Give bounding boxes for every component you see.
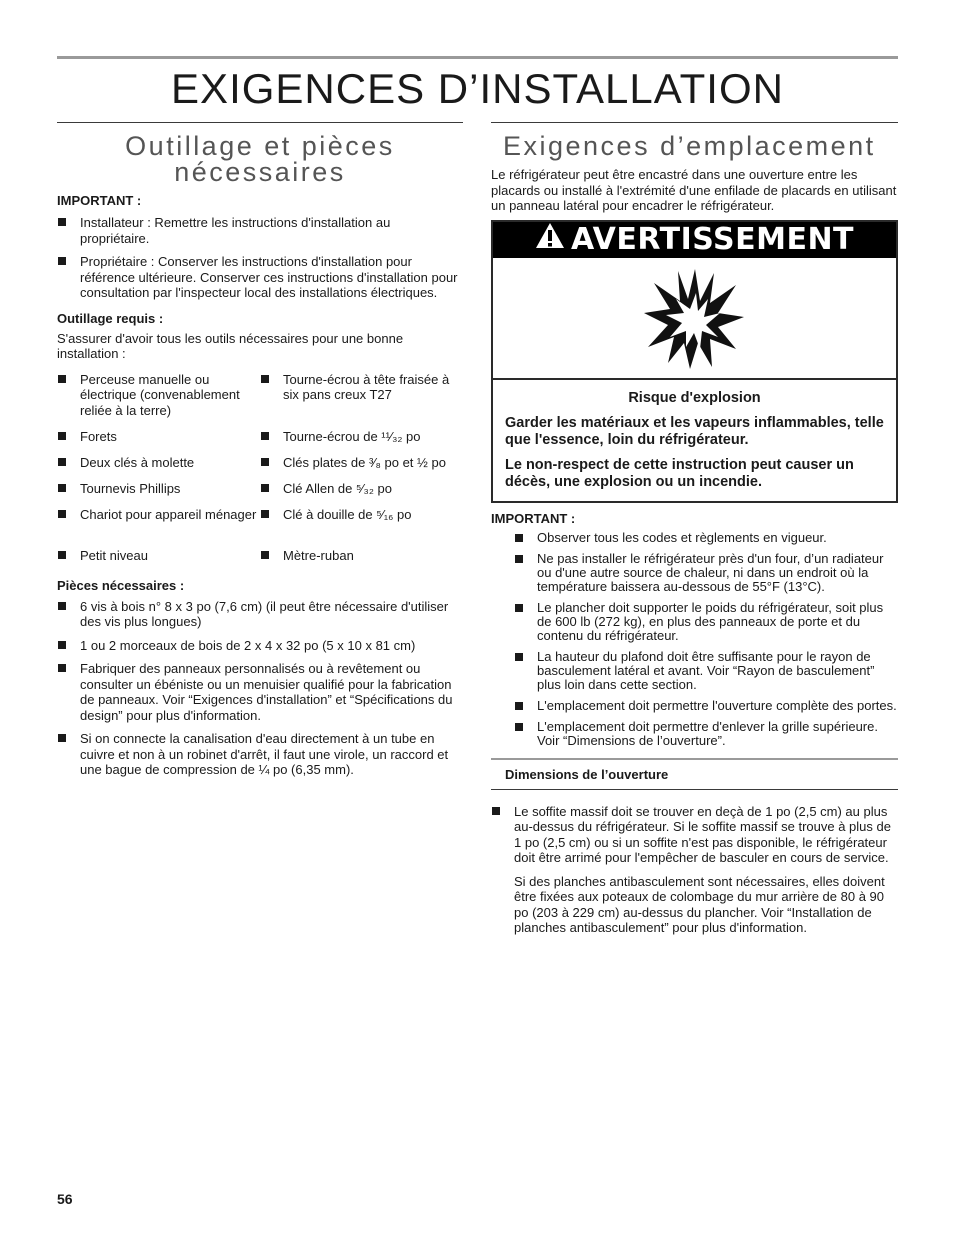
list-item — [57, 638, 463, 654]
tools-section-title — [57, 133, 463, 185]
tool-item-text: Forets — [80, 428, 117, 444]
warning-risk: Risque d'explosion — [628, 389, 761, 406]
tools-section-title-line1: Outillage et pièces — [125, 131, 395, 161]
tool-item — [260, 507, 463, 547]
square-bullet-icon — [515, 534, 523, 542]
tool-item — [260, 455, 463, 480]
list-item — [57, 254, 463, 301]
dimensions-heading: Dimensions de l’ouverture — [505, 766, 669, 782]
square-bullet-icon — [58, 734, 66, 742]
square-bullet-icon — [58, 375, 66, 383]
right-column-rule — [491, 122, 898, 123]
warning-triangle-icon — [535, 222, 565, 257]
warning-header — [493, 222, 896, 258]
list-item-text: Ne pas installer le réfrigérateur près d'un four, d’un radiateur ou d'une autre source de chaleur, ni dans un endroit où la température baissera au-dessous de 55°F (13°C). — [537, 550, 884, 594]
tool-item-text: Tournevis Phillips — [80, 480, 181, 496]
tool-item-text: Deux clés à molette — [80, 454, 195, 470]
square-bullet-icon — [58, 484, 66, 492]
list-item-text: Fabriquer des panneaux personnalisés ou à revêtement ou consulter un ébéniste ou un menuisier qualifié pour la fabrication de panneaux. Voir “Exigences d'installation” et “Spécifications du design” pour plus d'information. — [80, 661, 453, 723]
dimensions-rule-bottom — [491, 789, 898, 790]
warning-line-2: Le non-respect de cette instruction peut causer un décès, une explosion ou un incendie. — [505, 456, 854, 490]
square-bullet-icon — [58, 602, 66, 610]
square-bullet-icon — [58, 432, 66, 440]
list-item-text: Propriétaire : Conserver les instructions d'installation pour référence ultérieure. Conserver ces instructions d'installation pour consultation par l'inspecteur local des installations électriques. — [80, 254, 458, 300]
tool-item — [260, 548, 463, 573]
list-item-text: Observer tous les codes et règlements en vigueur. — [537, 529, 827, 545]
square-bullet-icon — [58, 218, 66, 226]
square-bullet-icon — [515, 723, 523, 731]
top-rule — [57, 56, 898, 59]
tool-item — [260, 429, 463, 454]
square-bullet-icon — [261, 551, 269, 559]
list-item-text: Installateur : Remettre les instructions d'installation au propriétaire. — [80, 215, 391, 246]
tool-item-text: Mètre-ruban — [283, 547, 354, 563]
page-title: EXIGENCES D’INSTALLATION — [171, 65, 784, 112]
tool-item-text: Chariot pour appareil ménager — [80, 506, 257, 522]
square-bullet-icon — [515, 604, 523, 612]
location-important-list — [491, 531, 898, 748]
list-item-text: L'emplacement doit permettre l'ouverture complète des portes. — [537, 697, 897, 713]
list-item — [514, 531, 898, 545]
tools-list — [57, 372, 463, 574]
list-item-text: Si on connecte la canalisation d'eau directement à un tube en cuivre et non à un robinet d'arrêt, il faut une virole, un raccord et une bague de compression de ¼ po (6,35 mm). — [80, 731, 449, 777]
tools-label: Outillage requis : — [57, 310, 164, 326]
list-item-text: Le plancher doit supporter le poids du réfrigérateur, soit plus de 600 lb (272 kg), en plus des panneaux de porte et du contenu du réfrigérateur. — [537, 599, 884, 643]
tool-item-text: Tourne-écrou à tête fraisée à six pans creux T27 — [283, 371, 450, 402]
left-column-rule — [57, 122, 463, 123]
warning-line-1: Garder les matériaux et les vapeurs inflammables, telle que l'essence, loin du réfrigérateur. — [505, 414, 884, 448]
important-label: IMPORTANT : — [57, 193, 142, 208]
location-section-title: Exigences d’emplacement — [503, 131, 876, 161]
square-bullet-icon — [492, 807, 500, 815]
square-bullet-icon — [515, 555, 523, 563]
square-bullet-icon — [261, 458, 269, 466]
parts-list — [57, 599, 463, 778]
square-bullet-icon — [58, 257, 66, 265]
tool-item — [57, 548, 260, 573]
tools-section-title-line2: nécessaires — [174, 157, 346, 187]
important-label: IMPORTANT : — [491, 510, 576, 526]
location-intro: Le réfrigérateur peut être encastré dans une ouverture entre les placards ou installé à l'extrémité d'une enfilade de placards en utilisant un panneau latéral pour encadrer le réfrigérateur. — [491, 167, 897, 213]
parts-label: Pièces nécessaires : — [57, 577, 185, 593]
tool-item — [57, 507, 260, 547]
tool-item-text: Petit niveau — [80, 547, 148, 563]
tool-item — [57, 429, 260, 454]
dimensions-list — [491, 804, 898, 866]
tool-item — [260, 481, 463, 506]
list-item-text: 6 vis à bois n° 8 x 3 po (7,6 cm) (il peut être nécessaire d'utiliser des vis plus longues) — [80, 598, 449, 629]
list-item — [514, 552, 898, 594]
list-item — [491, 804, 898, 866]
list-item-text: Le soffite massif doit se trouver en deçà de 1 po (2,5 cm) au plus au-dessus du réfrigérateur. Si le soffite massif se trouve à plus de 1 po (2,5 cm) ou si un soffite n'est pas disponible, le réfrigérateur doit être arrimé pour l'empêcher de basculer en cours de service. — [514, 803, 891, 865]
square-bullet-icon — [261, 375, 269, 383]
tools-intro: S'assurer d'avoir tous les outils nécessaires pour une bonne installation : — [57, 330, 404, 361]
list-item-text: L'emplacement doit permettre d'enlever la grille supérieure. Voir “Dimensions de l’ouverture”. — [537, 718, 878, 748]
tool-item-text: Tourne-écrou de ¹¹⁄₃₂ po — [283, 428, 421, 444]
square-bullet-icon — [58, 458, 66, 466]
list-item — [514, 601, 898, 643]
page-number: 56 — [57, 1191, 73, 1207]
right-column — [491, 122, 898, 936]
tool-item-text: Clés plates de ³⁄₈ po et ½ po — [283, 454, 446, 470]
explosion-icon — [493, 258, 896, 380]
square-bullet-icon — [58, 510, 66, 518]
square-bullet-icon — [261, 510, 269, 518]
list-item — [514, 720, 898, 748]
dimensions-paragraph: Si des planches antibasculement sont nécessaires, elles doivent être fixées aux poteaux de colombage du mur arrière de 80 à 90 po (203 à 229 cm) au-dessus du plancher. Voir “Installation de planches antibasculement” pour plus d'information. — [514, 873, 885, 935]
list-item — [57, 731, 463, 778]
tool-item-text: Clé Allen de ⁵⁄₃₂ po — [283, 480, 392, 496]
square-bullet-icon — [261, 484, 269, 492]
list-item-text: 1 ou 2 morceaux de bois de 2 x 4 x 32 po (5 x 10 x 81 cm) — [80, 637, 416, 653]
list-item — [514, 699, 898, 713]
warning-body — [493, 380, 896, 501]
square-bullet-icon — [58, 551, 66, 559]
tool-item — [57, 372, 260, 428]
tool-item-text: Clé à douille de ⁵⁄₁₆ po — [283, 506, 412, 522]
square-bullet-icon — [515, 702, 523, 710]
important-list — [57, 215, 463, 301]
list-item — [57, 215, 463, 246]
list-item — [514, 650, 898, 692]
warning-box — [491, 220, 898, 503]
square-bullet-icon — [58, 641, 66, 649]
list-item — [57, 599, 463, 630]
square-bullet-icon — [58, 664, 66, 672]
left-column — [57, 122, 463, 786]
tool-item — [260, 372, 463, 428]
tool-item — [57, 481, 260, 506]
list-item — [57, 661, 463, 723]
tool-item-text: Perceuse manuelle ou électrique (convenablement reliée à la terre) — [80, 371, 240, 418]
tool-item — [57, 455, 260, 480]
warning-header-text: AVERTISSEMENT — [570, 222, 855, 257]
list-item-text: La hauteur du plafond doit être suffisante pour le rayon de basculement latéral et avant. Voir “Rayon de basculement” plus loin dans cette section. — [537, 648, 875, 692]
square-bullet-icon — [261, 432, 269, 440]
square-bullet-icon — [515, 653, 523, 661]
